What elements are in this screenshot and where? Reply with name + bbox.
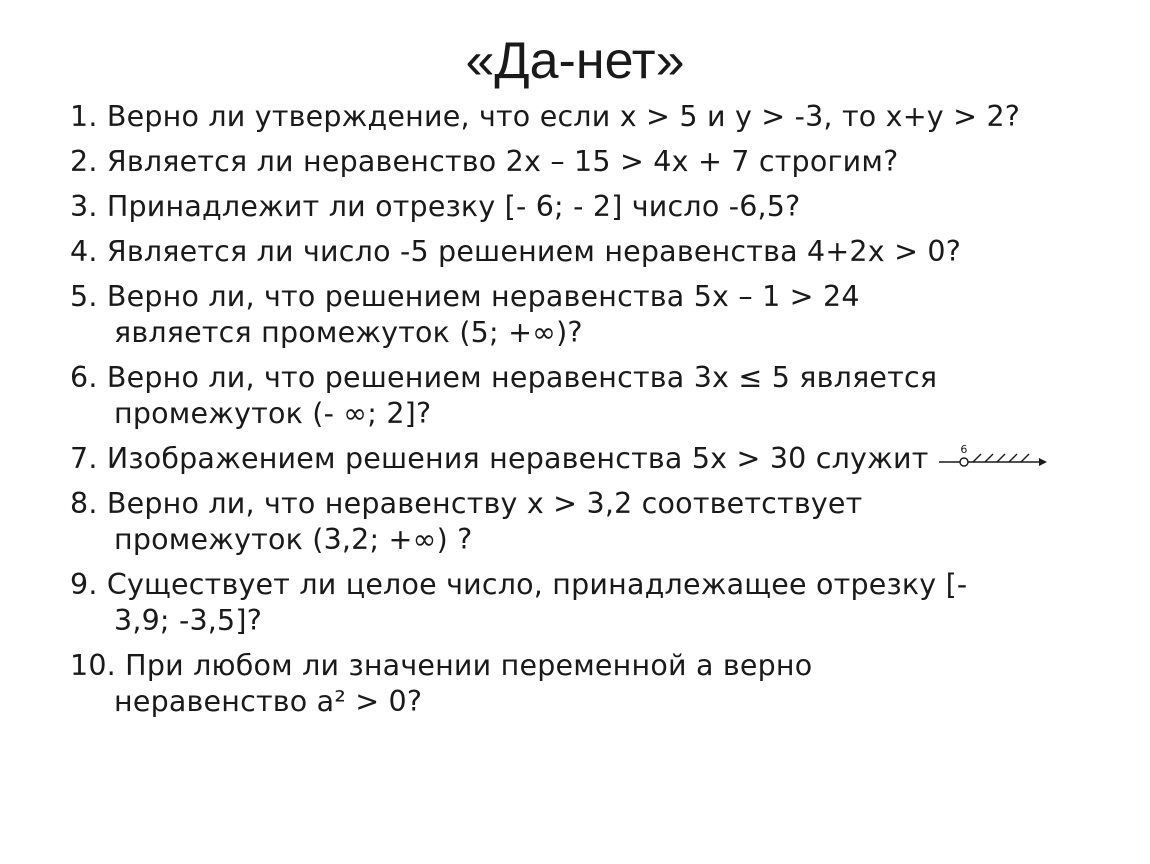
question-8-text: 8. Верно ли, что неравенству x > 3,2 соответствует (70, 487, 863, 520)
hatch-mark (985, 454, 993, 462)
question-7 (70, 441, 1130, 477)
question-4-text: 4. Является ли число -5 решением неравенства 4+2x > 0? (70, 235, 962, 268)
question-1 (70, 99, 1130, 135)
question-9 (70, 567, 1130, 639)
question-5-continuation: является промежуток (5; +∞)? (114, 316, 583, 349)
question-3 (70, 189, 1130, 225)
open-point-icon (960, 458, 968, 466)
question-1-text: 1. Верно ли утверждение, что если x > 5 и y > -3, то x+y > 2? (70, 100, 1021, 133)
question-3-text: 3. Принадлежит ли отрезку [- 6; - 2] число -6,5? (70, 190, 801, 223)
question-7-text: 7. Изображением решения неравенства 5x > 30 служит (70, 442, 929, 475)
question-9-text: 9. Существует ли целое число, принадлежащее отрезку [- (70, 568, 968, 601)
hatch-mark (973, 454, 981, 462)
question-2 (70, 144, 1130, 180)
question-8-continuation: промежуток (3,2; +∞) ? (114, 523, 473, 556)
question-10-continuation: неравенство а² > 0? (114, 685, 423, 718)
slide-title: «Да-нет» (465, 32, 685, 90)
question-6-text: 6. Верно ли, что решением неравенства 3x ≤ 5 является (70, 361, 938, 394)
hatch-mark (1009, 454, 1017, 462)
question-5-text: 5. Верно ли, что решением неравенства 5x – 1 > 24 (70, 280, 860, 313)
question-2-text: 2. Является ли неравенство 2x – 15 > 4x + 7 строгим? (70, 145, 899, 178)
arrow-head-icon (1039, 458, 1047, 466)
question-4 (70, 234, 1130, 270)
hatch-mark (1021, 454, 1029, 462)
question-list (70, 99, 1130, 729)
question-5 (70, 279, 1130, 351)
question-10 (70, 648, 1130, 720)
question-9-continuation: 3,9; -3,5]? (114, 604, 263, 637)
question-6-continuation: промежуток (- ∞; 2]? (114, 397, 432, 430)
hatch-mark (997, 454, 1005, 462)
question-8 (70, 486, 1130, 558)
question-6 (70, 360, 1130, 432)
number-line-label: 6 (959, 443, 968, 456)
question-10-text: 10. При любом ли значении переменной а верно (70, 649, 813, 682)
number-line-figure (939, 442, 1049, 472)
